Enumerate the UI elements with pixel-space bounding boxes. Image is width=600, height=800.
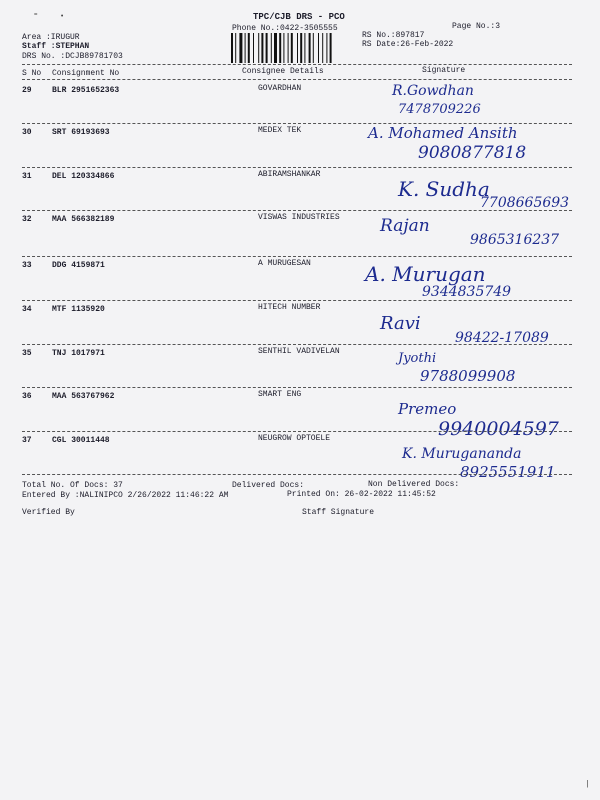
row-consignee: VISWAS INDUSTRIES <box>258 213 340 222</box>
row-sno: 33 <box>22 261 32 270</box>
row-consignment-no: MAA 563767962 <box>52 392 115 401</box>
row-sno: 34 <box>22 305 32 314</box>
barcode-bar <box>261 33 263 63</box>
entered-by: Entered By :NALINIPCO 2/26/2022 11:46:22 AM <box>22 491 229 500</box>
row-signature: Rajan <box>380 216 430 236</box>
row-consignee: MEDEX TEK <box>258 126 302 135</box>
phone-number: Phone No.:0422-3505555 <box>232 24 338 33</box>
divider <box>22 64 572 65</box>
row-consignee: SMART ENG <box>258 390 302 399</box>
barcode-bar <box>322 33 323 63</box>
barcode-bar <box>231 33 233 63</box>
row-sno: 35 <box>22 349 32 358</box>
barcode-bar <box>239 33 242 63</box>
row-consignment-no: MAA 566382189 <box>52 215 115 224</box>
barcode-bar <box>304 33 305 63</box>
row-consignment-no: BLR 2951652363 <box>52 86 120 95</box>
barcode-bar <box>313 33 314 63</box>
col-consignment: Consignment No <box>52 69 120 78</box>
row-consignee: HITECH NUMBER <box>258 303 321 312</box>
staff: Staff :STEPHAN <box>22 42 90 51</box>
document-title: TPC/CJB DRS - PCO <box>253 12 345 22</box>
row-signature: A. Mohamed Ansith <box>368 124 518 142</box>
row-sno: 32 <box>22 215 32 224</box>
barcode-bar <box>266 33 268 63</box>
divider <box>22 474 572 475</box>
row-phone: 9940004597 <box>438 418 559 440</box>
divider <box>22 387 572 388</box>
barcode-bar <box>253 33 254 63</box>
scan-dot: • <box>60 13 65 21</box>
verified-by: Verified By <box>22 508 75 517</box>
barcode-bar <box>248 33 250 63</box>
barcode-bar <box>291 33 293 63</box>
divider <box>22 79 572 80</box>
row-phone: 98422-17089 <box>455 330 549 346</box>
drs-number: DRS No. :DCJB89781703 <box>22 52 123 61</box>
delivered-docs: Delivered Docs: <box>232 481 305 490</box>
barcode-bar <box>309 33 311 63</box>
row-consignment-no: SRT 69193693 <box>52 128 110 137</box>
barcode-bar <box>288 33 289 63</box>
col-consignee: Consignee Details <box>242 67 324 76</box>
barcode-bar <box>300 33 302 63</box>
row-phone: 9344835749 <box>422 284 512 300</box>
barcode-bar <box>271 33 272 63</box>
corner-mark: | <box>585 780 590 789</box>
area: Area :IRUGUR <box>22 33 80 42</box>
row-consignment-no: DEL 120334866 <box>52 172 115 181</box>
barcode <box>230 33 350 63</box>
rs-number: RS No.:897817 <box>362 31 425 40</box>
divider <box>22 167 572 168</box>
row-signature: K. Murugananda <box>402 446 522 462</box>
row-signature: Premeo <box>398 400 457 418</box>
barcode-bar <box>274 33 277 63</box>
divider <box>22 210 572 211</box>
divider <box>22 300 572 301</box>
barcode-bar <box>235 33 236 63</box>
printed-on: Printed On: 26-02-2022 11:45:52 <box>287 490 436 499</box>
page-number: Page No.:3 <box>452 22 501 31</box>
non-delivered-docs: Non Delivered Docs: <box>368 480 460 489</box>
row-phone: 7708665693 <box>480 195 570 211</box>
row-consignee: SENTHIL VADIVELAN <box>258 347 340 356</box>
row-consignment-no: TNJ 1017971 <box>52 349 105 358</box>
barcode-bar <box>258 33 259 63</box>
divider <box>22 431 572 432</box>
row-phone: 9788099908 <box>420 367 516 385</box>
row-sno: 37 <box>22 436 32 445</box>
row-phone: 8925551911 <box>460 463 556 481</box>
row-consignment-no: DDG 4159871 <box>52 261 105 270</box>
barcode-bar <box>279 33 281 63</box>
barcode-bar <box>297 33 298 63</box>
barcode-bar <box>283 33 284 63</box>
row-consignee: A MURUGESAN <box>258 259 311 268</box>
col-sno: S No <box>22 69 42 78</box>
barcode-bar <box>245 33 246 63</box>
row-sno: 31 <box>22 172 32 181</box>
row-sno: 30 <box>22 128 32 137</box>
staff-signature: Staff Signature <box>302 508 375 517</box>
row-consignee: NEUGROW OPTOELE <box>258 434 331 443</box>
row-signature: K. Sudha <box>398 177 490 201</box>
col-signature: Signature <box>422 66 466 75</box>
row-signature: Ravi <box>380 313 421 334</box>
scan-mark: ⁼ <box>33 12 39 22</box>
row-consignee: ABIRAMSHANKAR <box>258 170 321 179</box>
barcode-bar <box>326 33 327 63</box>
barcode-bar <box>318 33 319 63</box>
divider <box>22 256 572 257</box>
row-sno: 29 <box>22 86 32 95</box>
row-signature: Jyothi <box>398 351 437 366</box>
row-phone: 9080877818 <box>418 143 527 163</box>
row-phone: 7478709226 <box>398 102 481 117</box>
total-docs: Total No. Of Docs: 37 <box>22 481 123 490</box>
row-sno: 36 <box>22 392 32 401</box>
row-signature: A. Murugan <box>365 262 486 286</box>
divider <box>22 344 572 345</box>
row-consignment-no: MTF 1135920 <box>52 305 105 314</box>
row-phone: 9865316237 <box>470 232 560 248</box>
barcode-bar <box>330 33 332 63</box>
row-consignee: GOVARDHAN <box>258 84 302 93</box>
row-signature: R.Gowdhan <box>392 83 474 99</box>
row-consignment-no: CGL 30011448 <box>52 436 110 445</box>
rs-date: RS Date:26-Feb-2022 <box>362 40 454 49</box>
